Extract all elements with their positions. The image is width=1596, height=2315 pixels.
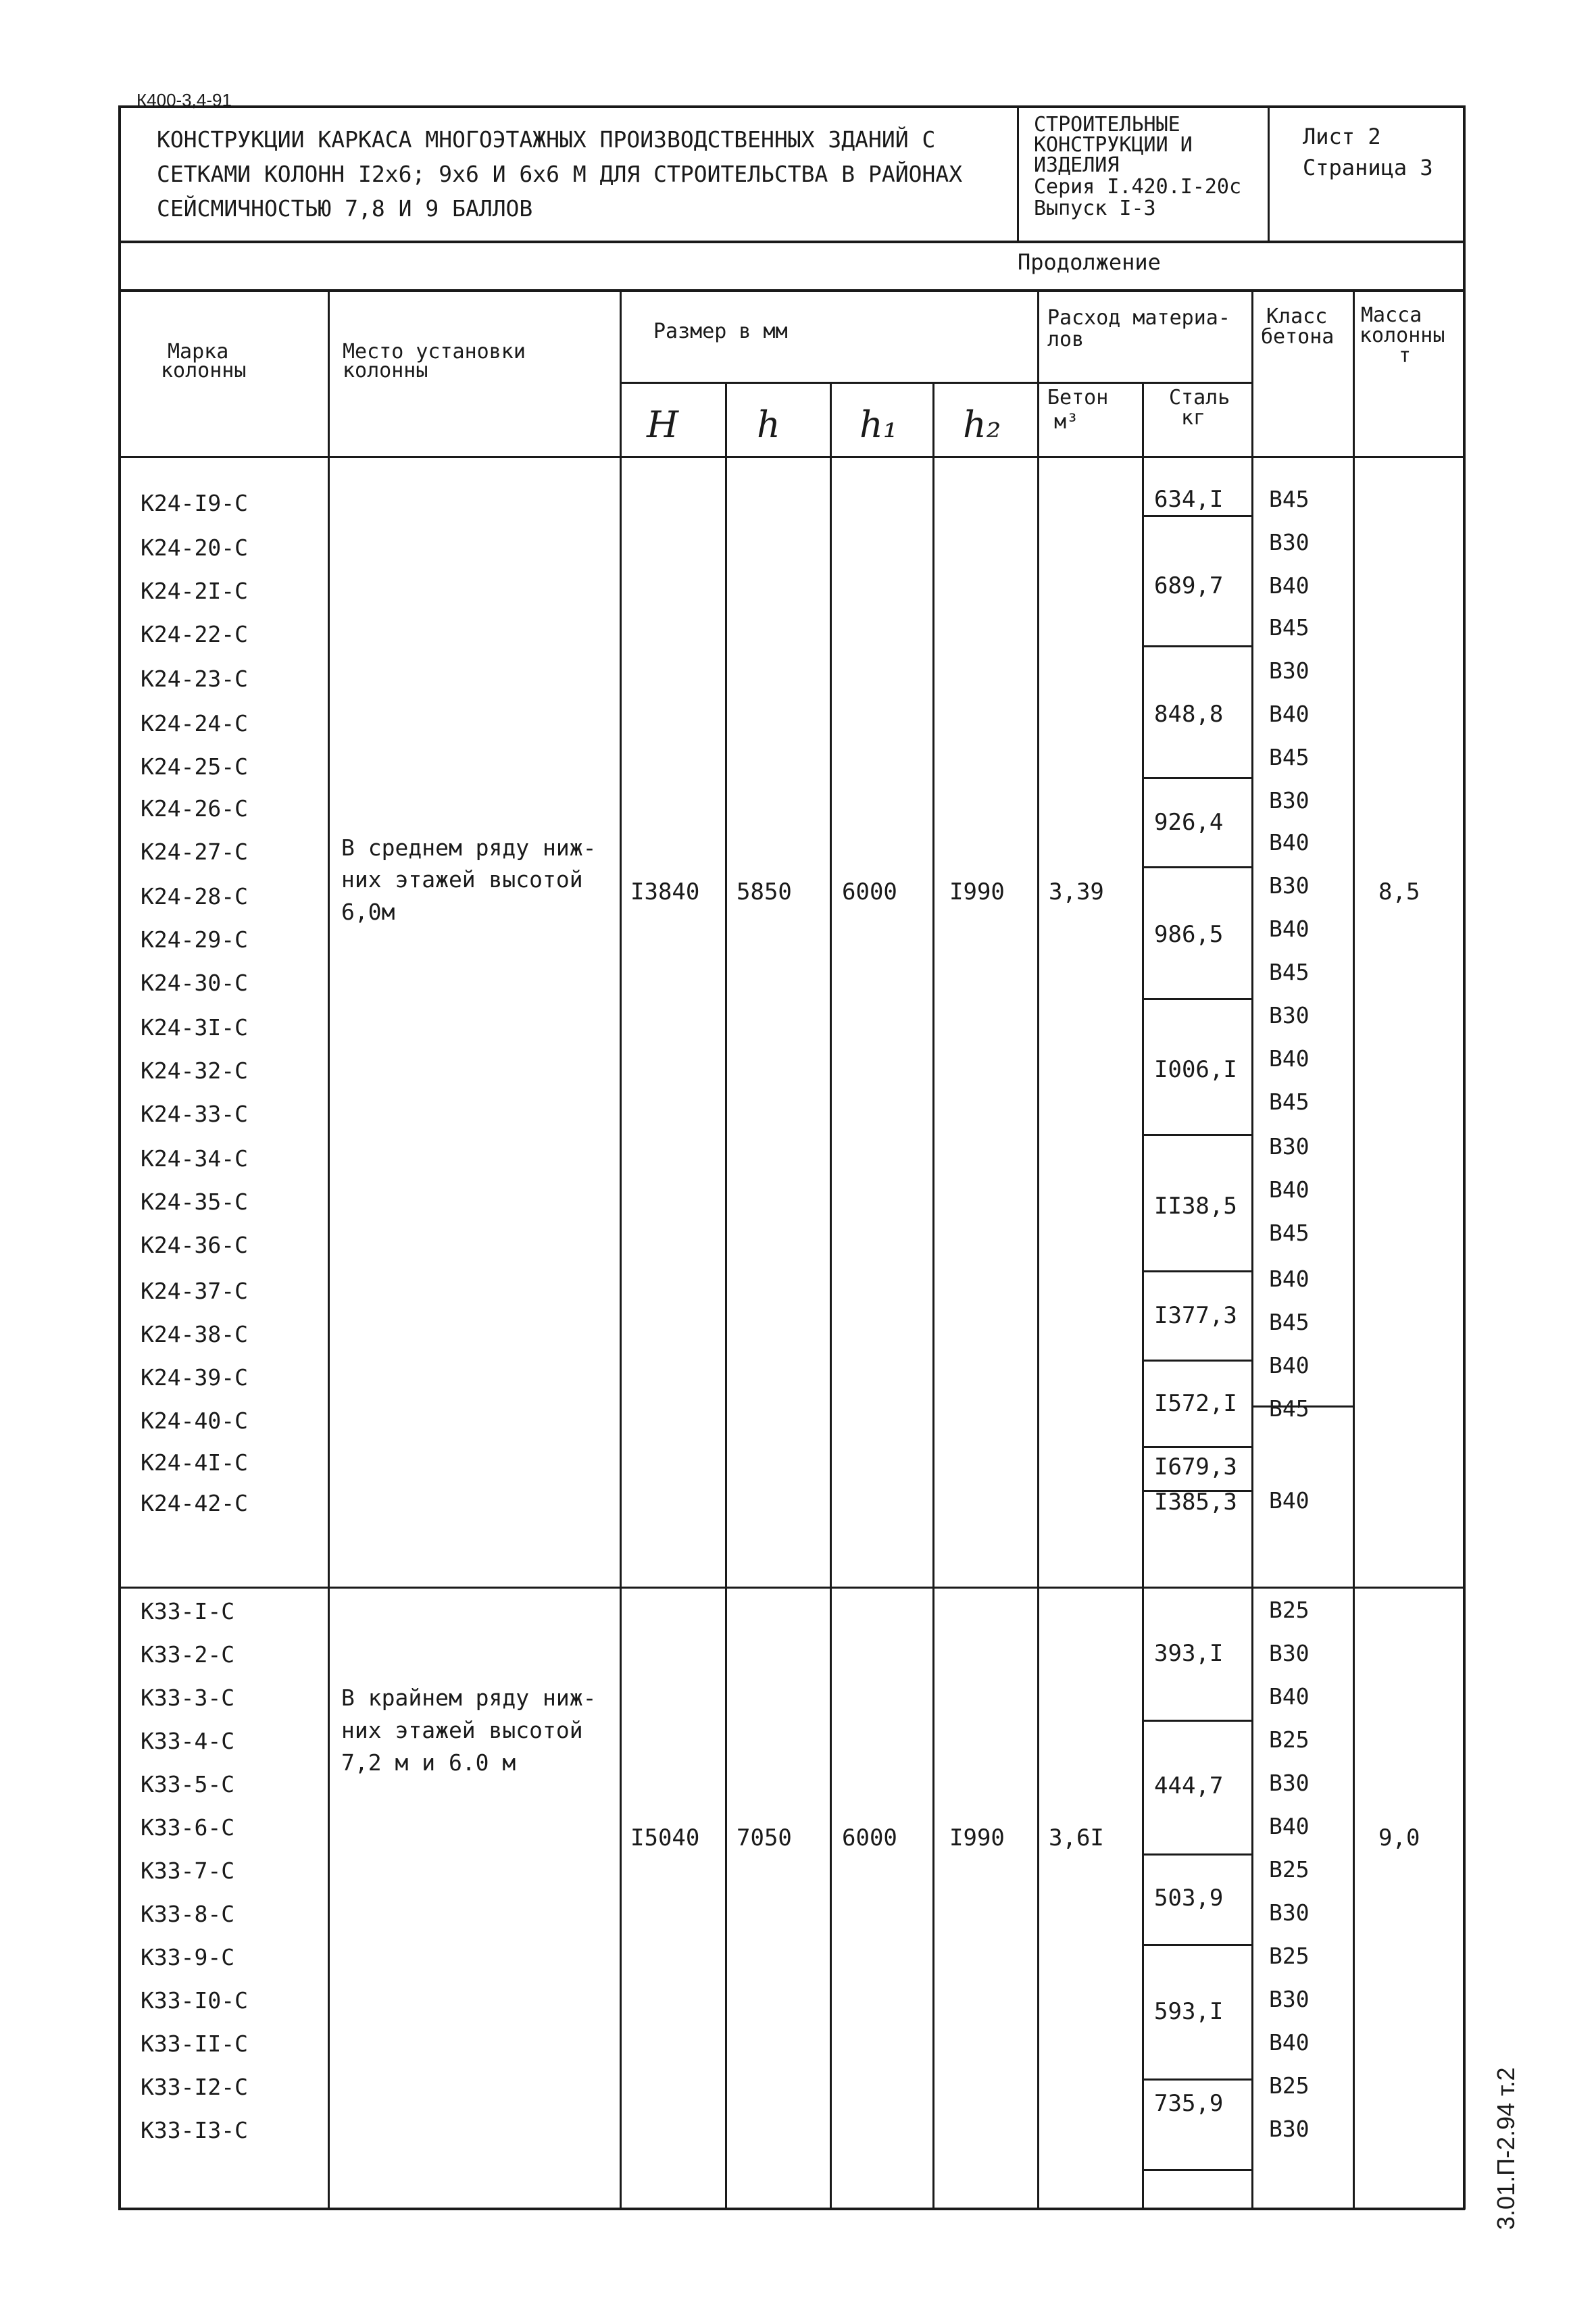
column-mark: К24-4I-С <box>141 1449 248 1476</box>
series-line-3: ИЗДЕЛИЯ <box>1034 153 1120 177</box>
series-line-5: Выпуск I-3 <box>1034 197 1156 220</box>
steel-value: I572,I <box>1154 1390 1237 1417</box>
column-mark: К24-30-С <box>141 970 248 996</box>
concrete-class: В25 <box>1269 1856 1310 1883</box>
steel-divider <box>1142 777 1251 779</box>
g1-h: 5850 <box>737 878 792 905</box>
concrete-class: В45 <box>1269 614 1310 641</box>
column-mark: К33-II-С <box>141 2031 248 2057</box>
column-mark: К24-33-С <box>141 1101 248 1127</box>
steel-value: 689,7 <box>1154 572 1224 599</box>
concrete-class: В30 <box>1269 1002 1310 1028</box>
column-mark: К24-23-С <box>141 666 248 692</box>
series-line-1: СТРОИТЕЛЬНЫЕ <box>1034 113 1180 136</box>
g2-h2: I990 <box>949 1824 1005 1851</box>
steel-value: 926,4 <box>1154 809 1224 836</box>
g2-H: I5040 <box>630 1824 700 1851</box>
header-h2: h₂ <box>963 403 1001 446</box>
concrete-class: В25 <box>1269 1726 1310 1753</box>
column-mark: К33-I2-С <box>141 2074 248 2100</box>
g2-h: 7050 <box>737 1824 792 1851</box>
right-border <box>1463 105 1466 2210</box>
steel-value: I385,3 <box>1154 1489 1237 1516</box>
steel-value: 848,8 <box>1154 701 1224 728</box>
header-mark-2: колонны <box>161 359 247 382</box>
col-line-h2 <box>1037 291 1039 2210</box>
steel-value: 735,9 <box>1154 2090 1224 2117</box>
concrete-class: В30 <box>1269 657 1310 684</box>
concrete-class: В45 <box>1269 1395 1310 1422</box>
column-mark: К24-42-С <box>141 1490 248 1516</box>
concrete-class: В40 <box>1269 1266 1310 1292</box>
header-consumption-1: Расход материа- <box>1047 306 1230 330</box>
column-mark: К24-35-С <box>141 1189 248 1215</box>
g2-place-1: В крайнем ряду ниж- <box>341 1685 597 1711</box>
sheet-number: Лист 2 <box>1303 124 1381 149</box>
header-place-1: Место установки <box>343 340 526 364</box>
col-line-steel <box>1251 291 1253 2210</box>
col-line-H <box>725 382 727 2210</box>
concrete-class: В30 <box>1269 1640 1310 1666</box>
column-mark: К24-32-С <box>141 1057 248 1084</box>
steel-value: I679,3 <box>1154 1453 1237 1480</box>
column-mark: К33-I3-С <box>141 2117 248 2143</box>
column-mark: К24-40-С <box>141 1408 248 1434</box>
table-header-top-border <box>118 289 1465 292</box>
title-block-bottom-border <box>118 241 1465 243</box>
g1-place-2: них этажей высотой <box>341 866 583 893</box>
concrete-class: В40 <box>1269 572 1310 599</box>
concrete-class: В45 <box>1269 744 1310 770</box>
steel-divider <box>1142 1944 1251 1946</box>
column-mark: К33-5-С <box>141 1771 235 1797</box>
column-mark: К24-3I-С <box>141 1014 248 1041</box>
g1-place-3: 6,0м <box>341 899 395 925</box>
steel-value: 393,I <box>1154 1640 1224 1667</box>
header-h1: h₁ <box>859 403 898 446</box>
title-line-2: СЕТКАМИ КОЛОНН I2х6; 9х6 И 6х6 М ДЛЯ СТРОИТЕЛЬСТВА В РАЙОНАХ <box>157 161 963 187</box>
group-separator <box>118 1587 1465 1589</box>
series-line-2: КОНСТРУКЦИИ И <box>1034 133 1193 157</box>
steel-divider <box>1142 1270 1251 1272</box>
header-place-2: колонны <box>343 359 428 382</box>
column-mark: К33-8-С <box>141 1901 235 1927</box>
title-divider-2 <box>1268 105 1270 241</box>
header-mass-2: колонны <box>1360 324 1445 347</box>
concrete-class: В30 <box>1269 1986 1310 2012</box>
steel-divider <box>1142 1360 1251 1362</box>
steel-divider <box>1142 515 1251 517</box>
column-mark: К33-7-С <box>141 1858 235 1884</box>
concrete-class: В25 <box>1269 1943 1310 1969</box>
column-mark: К24-36-С <box>141 1232 248 1258</box>
header-mark-1: Марка <box>168 340 229 364</box>
concrete-class: В45 <box>1269 1309 1310 1335</box>
steel-divider <box>1142 2078 1251 2081</box>
header-steel-1: Сталь <box>1169 386 1230 409</box>
series-line-4: Серия I.420.I-20с <box>1034 175 1242 199</box>
concrete-class: В30 <box>1269 1133 1310 1160</box>
column-mark: К24-I9-С <box>141 490 248 516</box>
steel-value: 503,9 <box>1154 1885 1224 1912</box>
concrete-class: В40 <box>1269 701 1310 727</box>
steel-divider <box>1142 998 1251 1000</box>
concrete-class: В30 <box>1269 1770 1310 1796</box>
column-mark: К24-29-С <box>141 926 248 953</box>
header-size: Размер в мм <box>653 320 788 343</box>
header-steel-2: кг <box>1181 406 1206 430</box>
steel-divider <box>1142 866 1251 868</box>
g1-h1: 6000 <box>842 878 897 905</box>
concrete-class: В30 <box>1269 872 1310 899</box>
g2-concrete: 3,6I <box>1049 1824 1104 1851</box>
concrete-class: В25 <box>1269 1597 1310 1623</box>
col-line-mark <box>328 291 330 2210</box>
g1-h2: I990 <box>949 878 1005 905</box>
g2-h1: 6000 <box>842 1824 897 1851</box>
column-mark: К33-I0-С <box>141 1987 248 2014</box>
concrete-class: В30 <box>1269 787 1310 814</box>
concrete-class: В45 <box>1269 1220 1310 1246</box>
side-stamp: 3.01.П-2.94 т.2 <box>1492 2067 1520 2230</box>
concrete-class: В40 <box>1269 2029 1310 2056</box>
concrete-class: В40 <box>1269 1683 1310 1710</box>
column-mark: К24-34-С <box>141 1145 248 1172</box>
header-mass-1: Масса <box>1361 303 1422 327</box>
header-H: H <box>647 403 679 446</box>
steel-value: 593,I <box>1154 1998 1224 2025</box>
column-mark: К24-27-С <box>141 839 248 865</box>
concrete-class: В40 <box>1269 916 1310 942</box>
header-class-2: бетона <box>1261 325 1335 349</box>
column-mark: К24-38-С <box>141 1321 248 1347</box>
concrete-class: В40 <box>1269 1352 1310 1378</box>
column-mark: К33-4-С <box>141 1728 235 1754</box>
document-code: К400-3,4-91 <box>136 90 232 110</box>
title-block-top-border <box>118 105 1465 108</box>
g1-H: I3840 <box>630 878 700 905</box>
steel-value: 986,5 <box>1154 921 1224 948</box>
column-mark: К24-28-С <box>141 883 248 910</box>
page-number: Страница 3 <box>1303 155 1433 180</box>
concrete-class: В25 <box>1269 2072 1310 2099</box>
g2-place-3: 7,2 м и 6.0 м <box>341 1749 516 1776</box>
concrete-class: В45 <box>1269 959 1310 985</box>
column-mark: К24-37-С <box>141 1278 248 1304</box>
concrete-class: В30 <box>1269 1899 1310 1926</box>
header-class-1: Класс <box>1266 305 1328 328</box>
header-consumption-2: лов <box>1047 328 1084 351</box>
column-mark: К24-24-С <box>141 710 248 737</box>
column-mark: К24-22-С <box>141 621 248 647</box>
steel-divider <box>1142 1853 1251 1856</box>
column-mark: К24-39-С <box>141 1364 248 1391</box>
header-mass-3: т <box>1399 344 1412 368</box>
header-concrete-1: Бетон <box>1047 386 1109 409</box>
header-mid-line <box>620 382 1251 384</box>
g2-mass: 9,0 <box>1378 1824 1420 1851</box>
column-mark: К24-20-С <box>141 534 248 561</box>
concrete-class: В45 <box>1269 486 1310 512</box>
col-line-concrete <box>1142 382 1144 2210</box>
steel-divider <box>1142 1446 1251 1448</box>
steel-divider <box>1142 2169 1251 2171</box>
concrete-class: В40 <box>1269 1176 1310 1203</box>
col-line-place <box>620 291 622 2210</box>
steel-divider <box>1142 1134 1251 1136</box>
title-divider-1 <box>1017 105 1019 241</box>
concrete-class: В40 <box>1269 1813 1310 1839</box>
g1-mass: 8,5 <box>1378 878 1420 905</box>
column-mark: К33-9-С <box>141 1944 235 1970</box>
concrete-class: В40 <box>1269 1045 1310 1072</box>
g1-place-1: В среднем ряду ниж- <box>341 835 597 861</box>
g2-place-2: них этажей высотой <box>341 1717 583 1743</box>
col-line-class <box>1353 291 1355 2210</box>
column-mark: К24-2I-С <box>141 578 248 604</box>
column-mark: К33-I-С <box>141 1598 235 1624</box>
col-line-h <box>830 382 832 2210</box>
column-mark: К33-6-С <box>141 1814 235 1841</box>
column-mark: К33-3-С <box>141 1685 235 1711</box>
steel-value: II38,5 <box>1154 1193 1237 1220</box>
title-line-3: СЕЙСМИЧНОСТЬЮ 7,8 И 9 БАЛЛОВ <box>157 195 533 222</box>
concrete-class: В40 <box>1269 829 1310 855</box>
column-mark: К24-26-С <box>141 795 248 822</box>
steel-divider <box>1142 645 1251 647</box>
steel-value: I006,I <box>1154 1056 1237 1083</box>
left-border <box>118 105 121 2210</box>
col-line-h1 <box>932 382 934 2210</box>
concrete-class: В30 <box>1269 2116 1310 2142</box>
header-concrete-2: м³ <box>1054 410 1079 434</box>
header-bottom-line <box>118 456 1465 458</box>
column-mark: К24-25-С <box>141 753 248 780</box>
concrete-class: В30 <box>1269 529 1310 555</box>
steel-value: 634,I <box>1154 486 1224 513</box>
title-line-1: КОНСТРУКЦИИ КАРКАСА МНОГОЭТАЖНЫХ ПРОИЗВОДСТВЕННЫХ ЗДАНИЙ С <box>157 126 936 153</box>
steel-value: I377,3 <box>1154 1302 1237 1329</box>
steel-value: 444,7 <box>1154 1772 1224 1799</box>
table-bottom-border <box>118 2208 1465 2210</box>
concrete-class: В45 <box>1269 1089 1310 1115</box>
continuation-label: Продолжение <box>1018 249 1161 275</box>
concrete-class: В40 <box>1269 1487 1310 1514</box>
steel-divider <box>1142 1720 1251 1722</box>
g1-concrete: 3,39 <box>1049 878 1104 905</box>
header-h: h <box>757 403 780 446</box>
column-mark: К33-2-С <box>141 1641 235 1668</box>
